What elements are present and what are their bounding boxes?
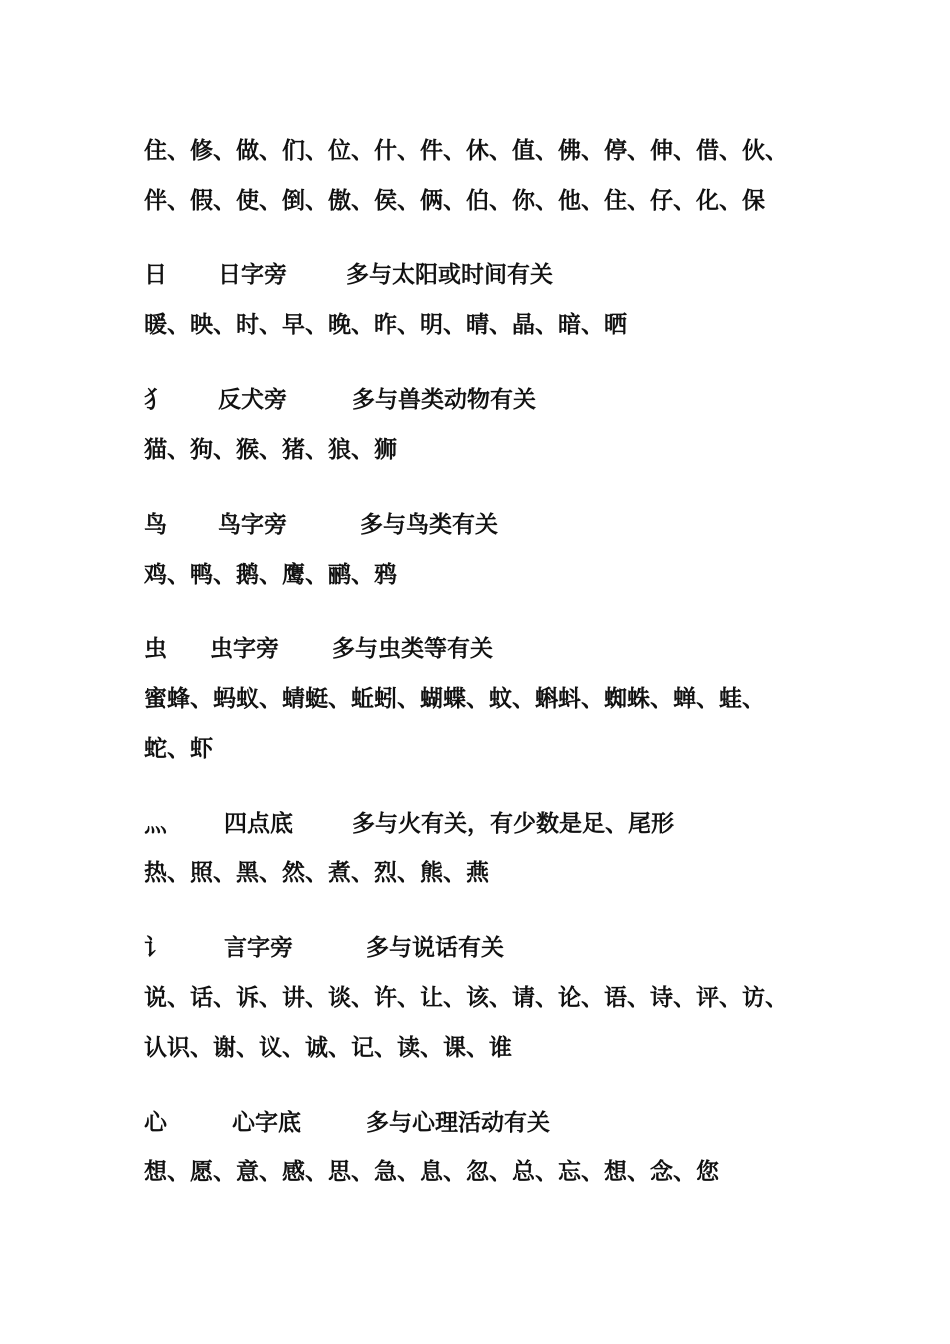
char-list-line: 住、修、做、们、位、什、件、休、值、佛、停、伸、借、伙、 [144,138,788,164]
radical-name: 反犬旁 [218,387,287,413]
radical-name: 日字旁 [218,262,287,288]
radical-meaning: 多与火有关，有少数是足、尾形 [352,811,674,837]
char-list-line: 想、愿、意、感、思、急、息、忽、总、忘、想、念、您 [144,1159,719,1185]
radical-name: 虫字旁 [210,636,279,662]
char-list-line: 认识、谢、议、诚、记、读、课、谁 [144,1035,512,1061]
char-list-line: 猫、狗、猴、猪、狼、狮 [144,437,397,463]
char-list-line: 热、照、黑、然、煮、烈、熊、燕 [144,860,489,886]
radical: 犭 [144,387,167,413]
char-list-line: 暖、映、时、早、晚、昨、明、晴、晶、暗、晒 [144,312,627,338]
radical: 鸟 [144,512,167,538]
radical: 虫 [144,636,167,662]
radical-name: 鸟字旁 [218,512,287,538]
radical-name: 四点底 [224,811,293,837]
radical: 灬 [144,811,167,837]
radical-meaning: 多与鸟类有关 [360,512,498,538]
radical-meaning: 多与说话有关 [366,935,504,961]
char-list-line: 鸡、鸭、鹅、鹰、鹂、鸦 [144,562,397,588]
radical-meaning: 多与太阳或时间有关 [346,262,553,288]
char-list-line: 蜜蜂、蚂蚁、蜻蜓、蚯蚓、蝴蝶、蚊、蝌蚪、蜘蛛、蝉、蛙、 [144,686,765,712]
radical-meaning: 多与兽类动物有关 [352,387,536,413]
radical: 日 [144,262,167,288]
char-list-line: 说、话、诉、讲、谈、许、让、该、请、论、语、诗、评、访、 [144,985,788,1011]
radical: 讠 [144,935,167,961]
radical: 心 [144,1110,167,1136]
char-list-line: 蛇、虾 [144,736,213,762]
radical-meaning: 多与心理活动有关 [366,1110,550,1136]
radical-name: 言字旁 [224,935,293,961]
radical-name: 心字底 [232,1110,301,1136]
char-list-line: 伴、假、使、倒、傲、侯、俩、伯、你、他、住、仔、化、保 [144,188,765,214]
radical-meaning: 多与虫类等有关 [332,636,493,662]
